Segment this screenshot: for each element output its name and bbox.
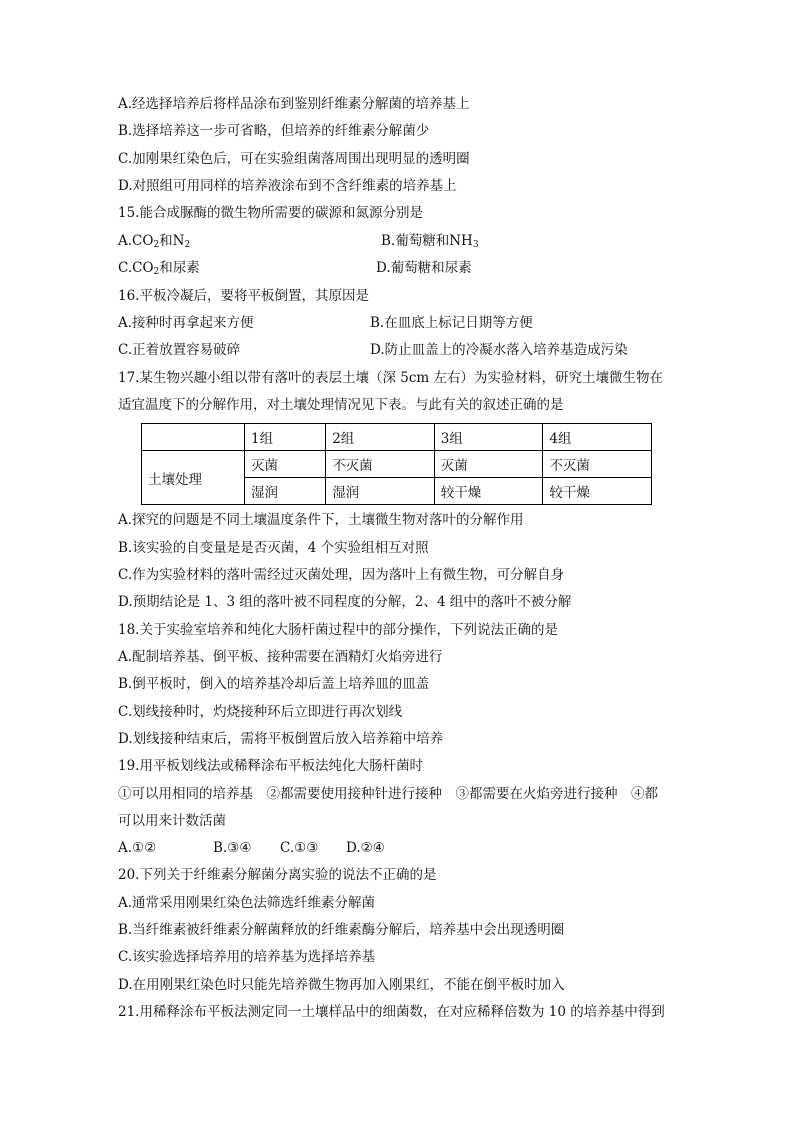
group-header: 2组 <box>326 424 435 451</box>
group-header: 1组 <box>245 424 326 451</box>
q16-stem: 16.平板冷凝后，要将平板倒置，其原因是 <box>118 288 369 304</box>
row-label-soil-treatment: 土壤处理 <box>142 451 245 505</box>
q15-option-d: D.葡萄糖和尿素 <box>376 260 472 276</box>
q19-items-line2: 可以用来计数活菌 <box>118 813 226 829</box>
q14-option-c: C.加刚果红染色后，可在实验组菌落周围出现明显的透明圈 <box>118 151 470 167</box>
q19-option-c: C.①③ <box>280 840 319 856</box>
q17-option-c: C.作为实验材料的落叶需经过灭菌处理，因为落叶上有微生物，可分解自身 <box>118 567 565 583</box>
q19-option-d: D.②④ <box>346 840 385 856</box>
q14-option-a: A.经选择培养后将样品涂布到鉴别纤维素分解菌的培养基上 <box>118 96 470 112</box>
table-cell: 湿润 <box>326 478 435 505</box>
q19-items-line1: ①可以用相同的培养基 ②都需要使用接种针进行接种 ③都需要在火焰旁进行接种 ④都 <box>118 786 658 802</box>
table-cell: 不灭菌 <box>543 451 652 478</box>
q15-option-b <box>381 232 479 250</box>
table-cell: 灭菌 <box>245 451 326 478</box>
table-cell: 灭菌 <box>434 451 543 478</box>
table-corner-cell <box>142 424 245 451</box>
q15-a-sub1: 2 <box>153 240 160 250</box>
q15-c-suffix: 和尿素 <box>159 260 200 276</box>
q16-option-a: A.接种时再拿起来方便 <box>118 315 254 331</box>
soil-treatment-table <box>141 423 652 505</box>
q15-option-c <box>118 259 200 277</box>
q20-option-b: B.当纤维素被纤维素分解菌释放的纤维素酶分解后，培养基中会出现透明圈 <box>118 922 565 938</box>
q17-option-a: A.探究的问题是不同土壤温度条件下，土壤微生物对落叶的分解作用 <box>118 512 524 528</box>
q14-option-b: B.选择培养这一步可省略，但培养的纤维素分解菌少 <box>118 123 430 139</box>
table-cell: 较干燥 <box>543 478 652 505</box>
table-cell: 湿润 <box>245 478 326 505</box>
q18-stem: 18.关于实验室培养和纯化大肠杆菌过程中的部分操作，下列说法正确的是 <box>118 622 558 638</box>
q16-option-d: D.防止皿盖上的冷凝水落入培养基造成污染 <box>370 342 628 358</box>
q18-option-d: D.划线接种结束后，需将平板倒置后放入培养箱中培养 <box>118 731 444 747</box>
group-header: 4组 <box>543 424 652 451</box>
q20-option-a: A.通常采用刚果红染色法筛选纤维素分解菌 <box>118 895 376 911</box>
q17-option-d: D.预期结论是 1、3 组的落叶被不同程度的分解，2、4 组中的落叶不被分解 <box>118 594 572 610</box>
q15-option-a <box>118 232 190 250</box>
q15-b-prefix: B.葡萄糖和NH <box>381 233 473 249</box>
q16-option-b: B.在皿底上标记日期等方便 <box>370 315 533 331</box>
q20-option-c: C.该实验选择培养用的培养基为选择培养基 <box>118 949 376 965</box>
group-header: 3组 <box>434 424 543 451</box>
q19-option-b: B.③④ <box>213 840 252 856</box>
q18-option-c: C.划线接种时，灼烧接种环后立即进行再次划线 <box>118 704 403 720</box>
q20-option-d: D.在用刚果红染色时只能先培养微生物再加入刚果红，不能在倒平板时加入 <box>118 977 565 993</box>
q15-c-sub: 2 <box>153 267 160 277</box>
q15-b-sub: 3 <box>472 240 479 250</box>
q17-stem-line1: 17.某生物兴趣小组以带有落叶的表层土壤（深 5cm 左右）为实验材料，研究土壤微生物在 <box>118 370 664 386</box>
q21-stem: 21.用稀释涂布平板法测定同一土壤样品中的细菌数，在对应稀释倍数为 10 的培养基中得到 <box>118 1004 665 1020</box>
table-cell: 不灭菌 <box>326 451 435 478</box>
table-row-sterilization <box>142 451 652 478</box>
q18-option-b: B.倒平板时，倒入的培养基冷却后盖上培养皿的皿盖 <box>118 676 430 692</box>
q18-option-a: A.配制培养基、倒平板、接种需要在酒精灯火焰旁进行 <box>118 649 443 665</box>
q15-a-prefix: A.CO <box>118 233 154 249</box>
q16-option-c: C.正着放置容易破碎 <box>118 342 241 358</box>
table-header-row <box>142 424 652 451</box>
q15-a-mid: 和N <box>159 233 185 249</box>
q19-option-a: A.①② <box>118 840 157 856</box>
q17-option-b: B.该实验的自变量是是否灭菌，4 个实验组相互对照 <box>118 540 429 556</box>
q15-stem: 15.能合成脲酶的微生物所需要的碳源和氮源分别是 <box>118 205 423 221</box>
q15-c-prefix: C.CO <box>118 260 154 276</box>
q17-stem-line2: 适宜温度下的分解作用，对土壤处理情况见下表。与此有关的叙述正确的是 <box>118 397 564 413</box>
q20-stem: 20.下列关于纤维素分解菌分离实验的说法不正确的是 <box>118 867 437 883</box>
q19-stem: 19.用平板划线法或稀释涂布平板法纯化大肠杆菌时 <box>118 758 423 774</box>
q14-option-d: D.对照组可用同样的培养液涂布到不含纤维素的培养基上 <box>118 178 457 194</box>
table-cell: 较干燥 <box>434 478 543 505</box>
q15-a-sub2: 2 <box>184 240 191 250</box>
